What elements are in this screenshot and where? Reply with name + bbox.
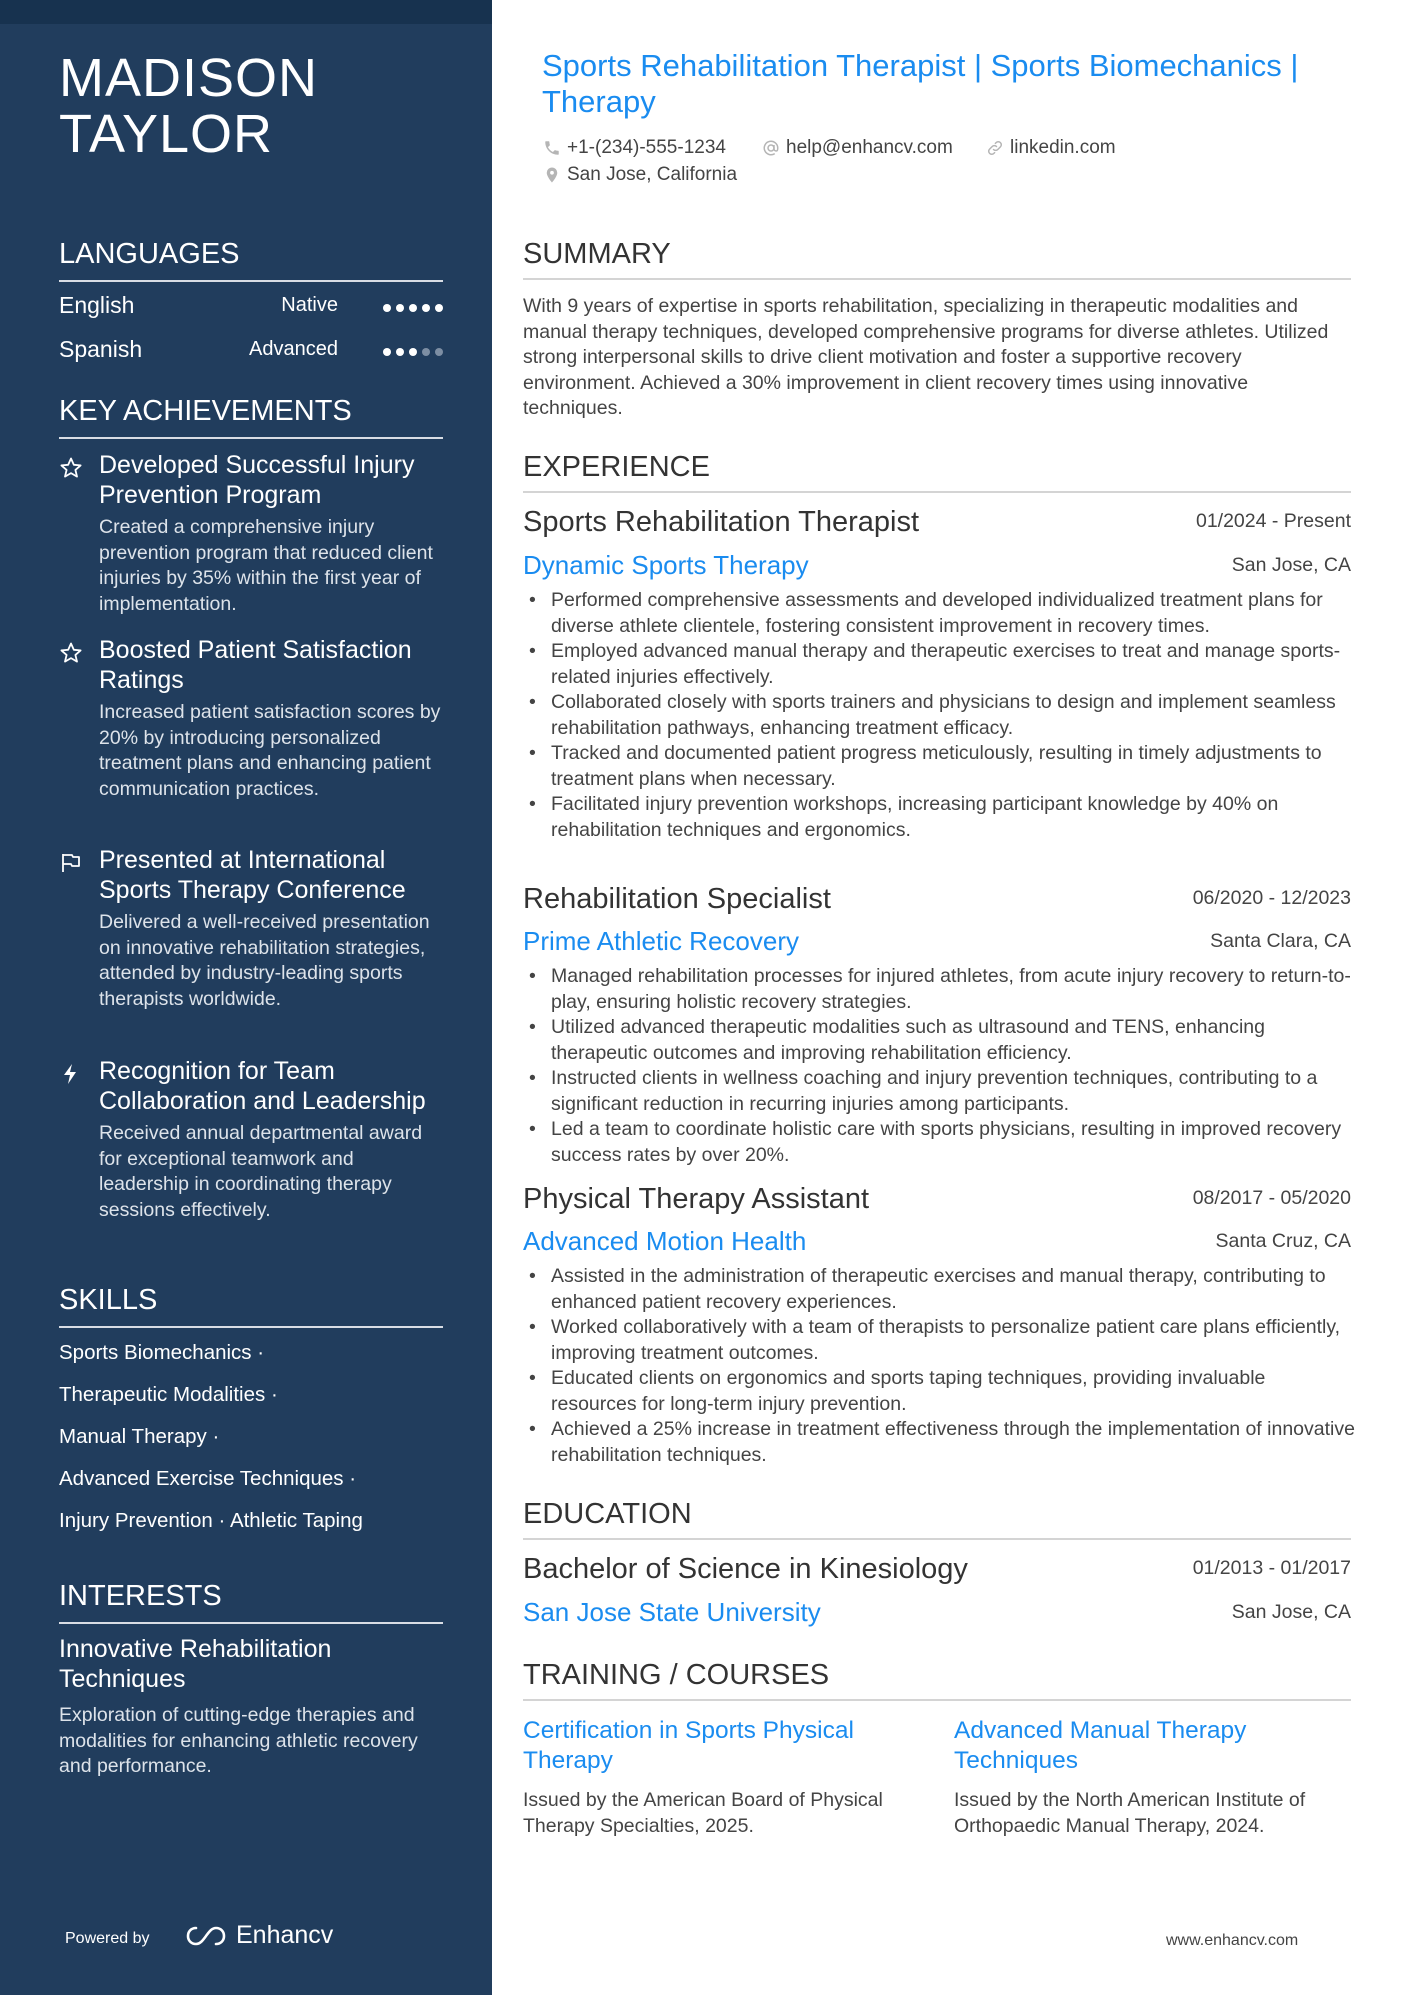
language-name: English	[59, 292, 135, 318]
contact-phone[interactable]	[543, 137, 726, 159]
location-text: San Jose, California	[567, 164, 738, 185]
achievement-item	[59, 635, 449, 802]
lightning-icon	[59, 1062, 83, 1086]
flag-icon	[59, 851, 83, 875]
job-bullet: • Performed comprehensive assessments and developed individualized treatment plans for diverse athlete clientele, fostering consistent improvement in recovery times.	[523, 588, 1355, 639]
job-bullet: • Tracked and documented patient progress meticulously, resulting in timely adjustments to treatment plans when necessary.	[523, 741, 1355, 792]
achievements-heading: KEY ACHIEVEMENTS	[59, 393, 443, 439]
skills-heading: SKILLS	[59, 1282, 443, 1328]
achievement-description: Received annual departmental award for exceptional teamwork and leadership in coordinating therapy sessions effectively.	[99, 1122, 423, 1221]
skill-tag: Therapeutic Modalities ·	[59, 1383, 278, 1406]
location-pin-icon	[543, 165, 561, 185]
last-name: TAYLOR	[59, 104, 274, 164]
job-date: 06/2020 - 12/2023	[1192, 887, 1351, 909]
job-bullet: • Facilitated injury prevention workshops, increasing participant knowledge by 40% on rehabilitation techniques and ergonomics.	[523, 792, 1355, 843]
job-bullet: • Managed rehabilitation processes for injured athletes, from acute injury recovery to return-to-play, ensuring holistic recovery strategies.	[523, 964, 1355, 1015]
at-icon	[762, 139, 780, 157]
skill-tag: Sports Biomechanics ·	[59, 1341, 265, 1364]
job-bullet: • Worked collaboratively with a team of therapists to personalize patient care plans efficiently, improving treatment outcomes.	[523, 1315, 1355, 1366]
job-location: Santa Cruz, CA	[1215, 1230, 1351, 1252]
achievement-description: Delivered a well-received presentation on innovative rehabilitation strategies, attended by industry-leading sports therapists worldwide.	[99, 911, 430, 1010]
job-bullet: • Led a team to coordinate holistic care with sports physicians, resulting in improved recovery success rates by over 20%.	[523, 1117, 1355, 1168]
training-heading: TRAINING / COURSES	[523, 1657, 1351, 1701]
candidate-name	[59, 50, 459, 162]
languages-heading: LANGUAGES	[59, 236, 443, 282]
achievement-title: Recognition for Team Collaboration and Leadership	[99, 1057, 426, 1115]
rating-dot-filled	[383, 348, 391, 356]
headline: Sports Rehabilitation Therapist | Sports Biomechanics | Therapy	[542, 48, 1299, 119]
rating-dot-filled	[435, 304, 443, 312]
job-bullet: • Assisted in the administration of therapeutic exercises and manual therapy, contributing to enhanced patient recovery experiences.	[523, 1264, 1355, 1315]
job-location: San Jose, CA	[1231, 554, 1351, 576]
language-row	[59, 336, 443, 368]
education-date: 01/2013 - 01/2017	[1192, 1557, 1351, 1579]
rating-dot-empty	[435, 348, 443, 356]
skill-tag: Advanced Exercise Techniques ·	[59, 1467, 357, 1490]
job-location: Santa Clara, CA	[1210, 930, 1351, 952]
school-location: San Jose, CA	[1231, 1601, 1351, 1623]
star-icon	[59, 456, 83, 480]
achievement-item	[59, 1056, 449, 1223]
school-name[interactable]: San Jose State University	[523, 1597, 821, 1627]
summary-heading: SUMMARY	[523, 236, 1351, 280]
contact-location	[543, 164, 737, 186]
job-bullets	[523, 964, 1355, 1168]
course-title[interactable]: Certification in Sports Physical Therapy	[523, 1717, 854, 1774]
phone-text: +1-(234)-555-1234	[567, 137, 726, 158]
company-name[interactable]: Advanced Motion Health	[523, 1226, 807, 1256]
enhancv-logo-icon	[184, 1924, 228, 1948]
link-icon	[986, 139, 1004, 157]
job-role: Physical Therapy Assistant	[523, 1183, 870, 1215]
skill-label: Sports Biomechanics	[59, 1341, 252, 1364]
job-bullets	[523, 588, 1355, 843]
job-bullet: • Educated clients on ergonomics and sports taping techniques, providing invaluable resources for long-term injury prevention.	[523, 1366, 1355, 1417]
skill-tag: Injury Prevention · Athletic Taping	[59, 1509, 363, 1532]
job-bullet: • Employed advanced manual therapy and therapeutic exercises to treat and manage sports-related injuries effectively.	[523, 639, 1355, 690]
achievement-title: Boosted Patient Satisfaction Ratings	[99, 636, 412, 694]
course-description: Issued by the American Board of Physical Therapy Specialties, 2025.	[523, 1789, 883, 1837]
interests-heading: INTERESTS	[59, 1578, 443, 1624]
job-role: Sports Rehabilitation Therapist	[523, 506, 920, 538]
language-rating	[383, 348, 443, 356]
language-level: Advanced	[249, 338, 338, 360]
contact-email[interactable]	[762, 137, 953, 159]
sidebar	[0, 0, 492, 1995]
rating-dot-filled	[383, 304, 391, 312]
email-text: help@enhancv.com	[786, 137, 953, 158]
skill-tag: Manual Therapy ·	[59, 1425, 220, 1448]
contact-linkedin[interactable]	[986, 137, 1116, 159]
skill-label: Therapeutic Modalities	[59, 1383, 266, 1406]
footer-url[interactable]: www.enhancv.com	[1166, 1932, 1299, 1949]
enhancv-wordmark: Enhancv	[236, 1921, 334, 1949]
powered-by-label: Powered by	[65, 1930, 150, 1947]
achievement-title: Presented at International Sports Therapy Conference	[99, 846, 406, 904]
skill-label: Injury Prevention	[59, 1509, 213, 1532]
company-name[interactable]: Dynamic Sports Therapy	[523, 550, 809, 580]
job-date: 01/2024 - Present	[1195, 510, 1351, 532]
achievement-item	[59, 450, 449, 617]
achievement-description: Increased patient satisfaction scores by 20% by introducing personalized treatment plans and enhancing patient communication practices.	[99, 701, 441, 800]
skill-label: Athletic Taping	[229, 1509, 363, 1532]
language-name: Spanish	[59, 336, 143, 362]
achievement-item	[59, 845, 449, 1012]
first-name: MADISON	[59, 48, 319, 108]
language-row	[59, 292, 443, 324]
rating-dot-filled	[396, 348, 404, 356]
phone-icon	[543, 139, 561, 157]
rating-dot-filled	[422, 304, 430, 312]
rating-dot-empty	[422, 348, 430, 356]
job-bullet: • Collaborated closely with sports trainers and physicians to design and implement seamless rehabilitation pathways, enhancing treatment efficacy.	[523, 690, 1355, 741]
sidebar-top-band	[0, 0, 492, 24]
linkedin-text: linkedin.com	[1010, 137, 1116, 158]
job-role: Rehabilitation Specialist	[523, 883, 831, 915]
course-description: Issued by the North American Institute of Orthopaedic Manual Therapy, 2024.	[954, 1789, 1306, 1837]
skill-label: Manual Therapy	[59, 1425, 207, 1448]
company-name[interactable]: Prime Athletic Recovery	[523, 926, 799, 956]
job-bullets	[523, 1264, 1355, 1468]
rating-dot-filled	[409, 348, 417, 356]
job-bullet: • Instructed clients in wellness coaching and injury prevention techniques, contributing to a significant reduction in recurring injuries among participants.	[523, 1066, 1355, 1117]
interest-description: Exploration of cutting-edge therapies and modalities for enhancing athletic recovery and performance.	[59, 1704, 418, 1777]
summary-text: With 9 years of expertise in sports rehabilitation, specializing in therapeutic modalities and manual therapy techniques, developed comprehensive programs for diverse athletes. Utilized strong interpersonal skills to drive client motivation and foster a supportive recovery environment. Achieved a 30% improvement in client recovery times using innovative techniques.	[523, 295, 1329, 419]
job-bullet: • Achieved a 25% increase in treatment effectiveness through the implementation of innovative rehabilitation techniques.	[523, 1417, 1355, 1468]
degree-title: Bachelor of Science in Kinesiology	[523, 1553, 968, 1585]
course-title[interactable]: Advanced Manual Therapy Techniques	[954, 1717, 1247, 1774]
language-level: Native	[281, 294, 338, 316]
experience-heading: EXPERIENCE	[523, 449, 1351, 493]
rating-dot-filled	[409, 304, 417, 312]
achievement-title: Developed Successful Injury Prevention Program	[99, 451, 415, 509]
education-heading: EDUCATION	[523, 1496, 1351, 1540]
job-date: 08/2017 - 05/2020	[1192, 1187, 1351, 1209]
skill-label: Advanced Exercise Techniques	[59, 1467, 344, 1490]
star-icon	[59, 641, 83, 665]
interest-title: Innovative Rehabilitation Techniques	[59, 1635, 332, 1693]
job-bullet: • Utilized advanced therapeutic modalities such as ultrasound and TENS, enhancing therapeutic outcomes and improving rehabilitation efficiency.	[523, 1015, 1355, 1066]
rating-dot-filled	[396, 304, 404, 312]
language-rating	[383, 304, 443, 312]
achievement-description: Created a comprehensive injury prevention program that reduced client injuries by 35% within the first year of implementation.	[99, 516, 433, 615]
enhancv-logo[interactable]	[184, 1921, 333, 1950]
